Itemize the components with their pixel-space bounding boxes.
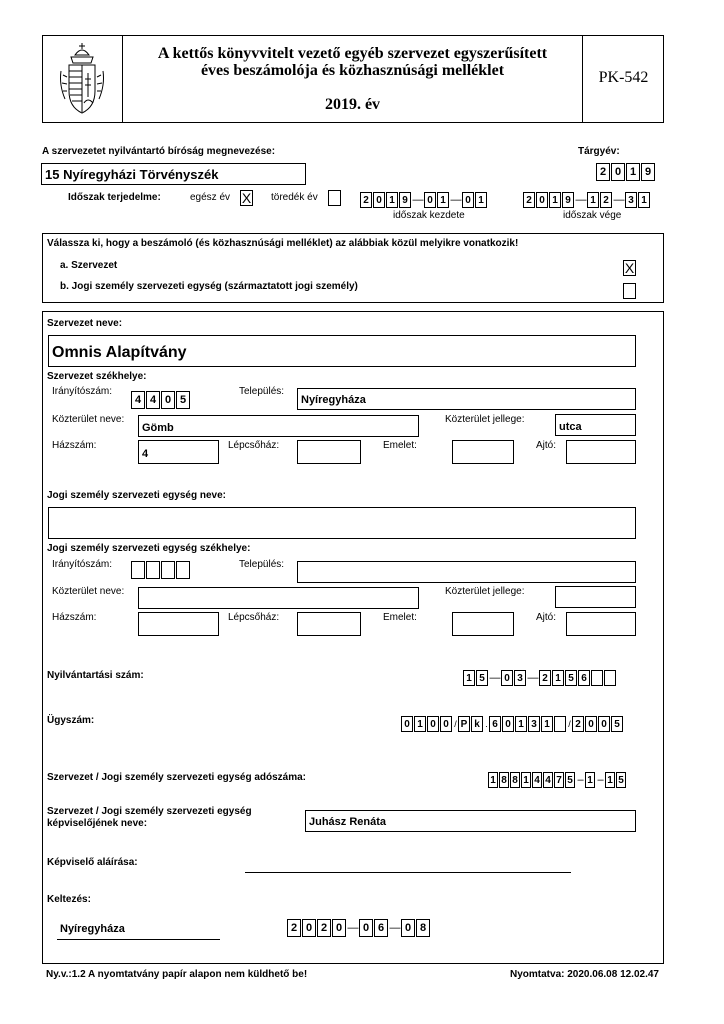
separator: — — [412, 194, 424, 206]
date-label: Keltezés: — [47, 894, 91, 905]
unit-street-type-field[interactable] — [555, 586, 636, 608]
separator: – — [597, 774, 604, 786]
applies-box — [42, 233, 664, 303]
digit-cell: 0 — [462, 192, 474, 208]
digit-cell — [176, 561, 190, 579]
digit-cell: 1 — [515, 716, 527, 732]
rep-label-line2: képviselőjének neve: — [47, 818, 148, 829]
digit-cell: 2 — [523, 192, 535, 208]
form-year: 2019. év — [324, 96, 381, 113]
coat-of-arms-icon — [57, 41, 107, 117]
digit-cell: 2 — [572, 716, 584, 732]
tax-number-label: Szervezet / Jogi személy szervezeti egység adószáma: — [47, 772, 307, 783]
digit-cell — [591, 670, 603, 686]
digit-cell: 1 — [605, 772, 615, 788]
digit-cell: 4 — [543, 772, 553, 788]
unit-door-field[interactable] — [566, 612, 636, 636]
tax-year-cells[interactable] — [596, 163, 656, 181]
digit-cell: 5 — [176, 391, 190, 409]
org-stair-label: Lépcsőház: — [228, 440, 280, 451]
digit-cell: 0 — [302, 919, 316, 937]
digit-cell: 0 — [424, 192, 436, 208]
separator: — — [613, 194, 625, 206]
digit-cell: 0 — [598, 716, 610, 732]
applies-question: Válassza ki, hogy a beszámoló (és közhasznúsági melléklet) az alábbiak közül melyikre vonatkozik! — [47, 238, 519, 249]
digit-cell: 1 — [626, 163, 640, 181]
digit-cell: 2 — [600, 192, 612, 208]
digit-cell: 6 — [578, 670, 590, 686]
rep-label-line1: Szervezet / Jogi személy szervezeti egység — [47, 806, 252, 817]
date-place-line — [57, 939, 220, 940]
digit-cell: k — [471, 716, 483, 732]
option-b-label: b. Jogi személy szervezeti egység (származtatott jogi személy) — [60, 281, 358, 292]
tax-number-cells[interactable] — [488, 772, 627, 788]
digit-cell: 2 — [287, 919, 301, 937]
digit-cell: 9 — [562, 192, 574, 208]
digit-cell: 2 — [596, 163, 610, 181]
org-floor-label: Emelet: — [383, 440, 417, 451]
digit-cell — [161, 561, 175, 579]
digit-cell: 1 — [585, 772, 595, 788]
org-street-label: Közterület neve: — [52, 414, 125, 425]
digit-cell — [554, 716, 566, 732]
unit-street-field[interactable] — [138, 587, 419, 609]
form-code-area — [582, 36, 664, 122]
separator: — — [450, 194, 462, 206]
option-a-label: a. Szervezet — [60, 260, 118, 271]
footer-print-time: Nyomtatva: 2020.06.08 12.02.47 — [510, 969, 659, 980]
court-label: A szervezetet nyilvántartó bíróság megnevezése: — [42, 146, 276, 157]
org-house-field[interactable]: 4 — [138, 440, 219, 464]
header-box — [42, 35, 664, 123]
digit-cell: 1 — [463, 670, 475, 686]
unit-street-label: Közterület neve: — [52, 586, 125, 597]
digit-cell: 1 — [541, 716, 553, 732]
form-title-line2: éves beszámolója és közhasznúsági melléklet — [200, 62, 505, 79]
unit-stair-label: Lépcsőház: — [228, 612, 280, 623]
digit-cell: 3 — [514, 670, 526, 686]
digit-cell: 5 — [476, 670, 488, 686]
unit-door-label: Ajtó: — [536, 612, 557, 623]
option-b-checkbox[interactable] — [623, 283, 636, 299]
unit-house-field[interactable] — [138, 612, 219, 636]
period-start-label: időszak kezdete — [393, 210, 465, 221]
digit-cell: 0 — [611, 163, 625, 181]
digit-cell: 0 — [401, 716, 413, 732]
coat-of-arms-area — [43, 36, 123, 122]
digit-cell: 1 — [414, 716, 426, 732]
digit-cell: 0 — [161, 391, 175, 409]
org-stair-field[interactable] — [297, 440, 361, 464]
org-seat-label: Szervezet székhelye: — [47, 371, 147, 382]
case-number-cells[interactable] — [401, 716, 624, 732]
digit-cell: 5 — [565, 772, 575, 788]
digit-cell: 1 — [587, 192, 599, 208]
digit-cell: 8 — [510, 772, 520, 788]
digit-cell: 9 — [641, 163, 655, 181]
digit-cell: 4 — [131, 391, 145, 409]
separator: — — [575, 194, 587, 206]
unit-name-field[interactable] — [48, 507, 636, 539]
digit-cell — [146, 561, 160, 579]
digit-cell: 7 — [554, 772, 564, 788]
date-place[interactable]: Nyíregyháza — [60, 923, 125, 935]
digit-cell: 1 — [638, 192, 650, 208]
digit-cell: 8 — [416, 919, 430, 937]
digit-cell: 5 — [565, 670, 577, 686]
separator: — — [527, 672, 539, 684]
separator: – — [577, 774, 584, 786]
digit-cell: 0 — [373, 192, 385, 208]
org-door-label: Ajtó: — [536, 440, 557, 451]
separator: — — [489, 672, 501, 684]
digit-cell: 2 — [360, 192, 372, 208]
separator: — — [347, 922, 359, 934]
separator: / — [454, 719, 457, 729]
unit-zip-cells[interactable] — [131, 561, 191, 579]
unit-street-type-label: Közterület jellege: — [445, 586, 525, 597]
unit-floor-field[interactable] — [452, 612, 514, 636]
digit-cell: 3 — [625, 192, 637, 208]
digit-cell: 8 — [499, 772, 509, 788]
date-cells[interactable] — [287, 919, 431, 937]
unit-seat-label: Jogi személy szervezeti egység székhelye: — [47, 543, 251, 554]
digit-cell: 6 — [374, 919, 388, 937]
digit-cell: 6 — [489, 716, 501, 732]
separator: . — [485, 719, 488, 729]
digit-cell: 1 — [549, 192, 561, 208]
digit-cell: 9 — [399, 192, 411, 208]
case-number-label: Ügyszám: — [47, 715, 95, 726]
unit-city-label: Település: — [239, 559, 285, 570]
unit-floor-label: Emelet: — [383, 612, 417, 623]
unit-zip-label: Irányítószám: — [52, 559, 113, 570]
digit-cell: 1 — [437, 192, 449, 208]
full-year-checkbox[interactable]: X — [241, 190, 252, 206]
digit-cell: 0 — [359, 919, 373, 937]
digit-cell: 2 — [317, 919, 331, 937]
digit-cell: 0 — [440, 716, 452, 732]
digit-cell: 1 — [521, 772, 531, 788]
digit-cell: 0 — [502, 716, 514, 732]
org-city-field[interactable]: Nyíregyháza — [297, 388, 636, 410]
org-street-type-field[interactable]: utca — [555, 414, 636, 436]
period-label: Időszak terjedelme: — [68, 192, 161, 203]
unit-stair-field[interactable] — [297, 612, 361, 636]
org-name-label: Szervezet neve: — [47, 318, 123, 329]
digit-cell: 0 — [427, 716, 439, 732]
signature-line[interactable] — [245, 872, 571, 873]
digit-cell: 1 — [488, 772, 498, 788]
digit-cell: 0 — [536, 192, 548, 208]
digit-cell: 5 — [611, 716, 623, 732]
separator: / — [568, 719, 571, 729]
org-street-type-label: Közterület jellege: — [445, 414, 525, 425]
form-code: PK-542 — [598, 69, 649, 86]
org-zip-label: Irányítószám: — [52, 386, 113, 397]
signature-label: Képviselő aláírása: — [47, 857, 138, 868]
rep-name-field[interactable]: Juhász Renáta — [305, 810, 636, 832]
digit-cell: 0 — [585, 716, 597, 732]
full-year-label: egész év — [190, 192, 231, 203]
separator: — — [389, 922, 401, 934]
org-name-field[interactable]: Omnis Alapítvány — [48, 335, 636, 367]
period-start-cells[interactable] — [360, 192, 488, 208]
org-floor-field[interactable] — [452, 440, 514, 464]
digit-cell: 4 — [146, 391, 160, 409]
org-street-field[interactable]: Gömb — [138, 415, 419, 437]
org-zip-cells[interactable] — [131, 391, 191, 409]
unit-city-field[interactable] — [297, 561, 636, 583]
tax-year-label: Tárgyév: — [578, 146, 620, 157]
digit-cell: 2 — [539, 670, 551, 686]
digit-cell: P — [458, 716, 470, 732]
digit-cell: 1 — [475, 192, 487, 208]
digit-cell — [604, 670, 616, 686]
unit-name-label: Jogi személy szervezeti egység neve: — [47, 490, 226, 501]
digit-cell: 4 — [532, 772, 542, 788]
partial-year-label: töredék év — [271, 192, 318, 203]
digit-cell: 0 — [332, 919, 346, 937]
digit-cell: 0 — [401, 919, 415, 937]
digit-cell — [131, 561, 145, 579]
org-door-field[interactable] — [566, 440, 636, 464]
reg-number-label: Nyilvántartási szám: — [47, 670, 144, 681]
digit-cell: 1 — [386, 192, 398, 208]
unit-house-label: Házszám: — [52, 612, 97, 623]
partial-year-checkbox[interactable] — [328, 190, 341, 206]
org-house-label: Házszám: — [52, 440, 97, 451]
period-end-label: időszak vége — [563, 210, 622, 221]
option-a-checkbox[interactable]: X — [624, 260, 635, 276]
digit-cell: 3 — [528, 716, 540, 732]
digit-cell: 0 — [501, 670, 513, 686]
form-title-line1: A kettős könyvvitelt vezető egyéb szervezet egyszerűsített — [157, 45, 548, 62]
period-end-cells[interactable] — [523, 192, 651, 208]
footer-note: Ny.v.:1.2 A nyomtatvány papír alapon nem küldhető be! — [46, 969, 308, 980]
digit-cell: 1 — [552, 670, 564, 686]
digit-cell: 5 — [616, 772, 626, 788]
org-city-label: Település: — [239, 386, 285, 397]
court-field[interactable]: 15 Nyíregyházi Törvényszék — [41, 163, 306, 185]
reg-number-cells[interactable] — [463, 670, 617, 686]
